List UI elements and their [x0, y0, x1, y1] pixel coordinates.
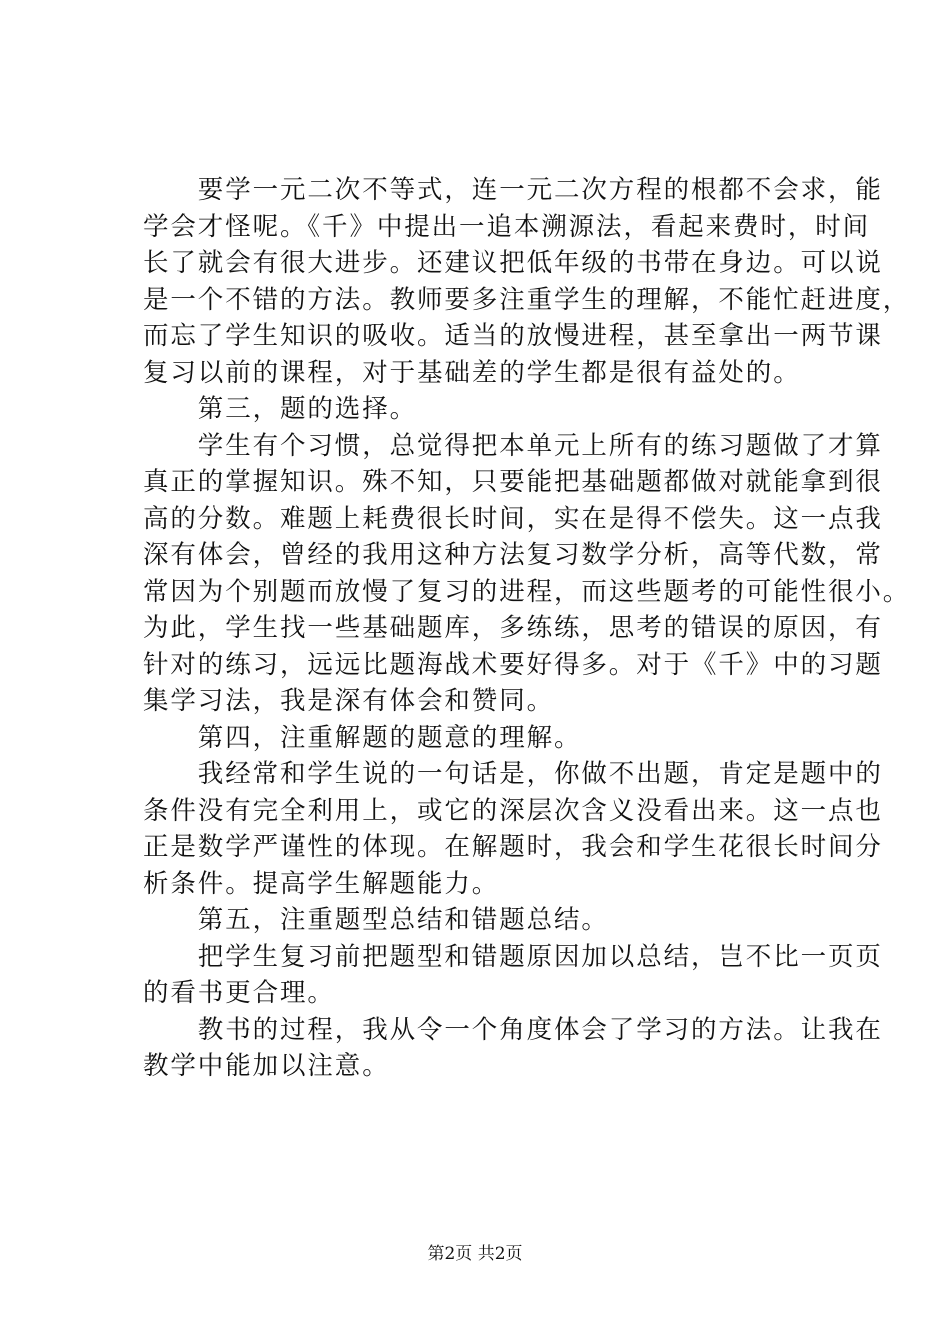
text-line: 条件没有完全利用上，或它的深层次含义没看出来。这一点也: [143, 795, 883, 826]
text-line: 而忘了学生知识的吸收。适当的放慢进程，甚至拿出一两节课: [143, 321, 883, 351]
section-heading: 第五，注重题型总结和错题总结。: [143, 905, 609, 935]
text-line: 教书的过程，我从令一个角度体会了学习的方法。让我在: [143, 1014, 883, 1045]
section-heading: 第三，题的选择。: [143, 394, 418, 424]
text-line: 高的分数。难题上耗费很长时间，实在是得不偿失。这一点我: [143, 503, 883, 534]
text-line: 要学一元二次不等式，连一元二次方程的根都不会求，能: [143, 175, 883, 205]
text-line: 真正的掌握知识。殊不知，只要能把基础题都做对就能拿到很: [143, 467, 883, 497]
text-line: 为此，学生找一些基础题库，多练练，思考的错误的原因，有: [143, 613, 883, 643]
text-line: 长了就会有很大进步。还建议把低年级的书带在身边。可以说: [143, 248, 883, 278]
text-line: 正是数学严谨性的体现。在解题时，我会和学生花很长时间分: [143, 832, 883, 862]
text-line: 深有体会，曾经的我用这种方法复习数学分析，高等代数，常: [143, 540, 883, 570]
text-line: 我经常和学生说的一句话是，你做不出题，肯定是题中的: [143, 759, 883, 789]
page-footer: [0, 1242, 950, 1266]
text-line: 把学生复习前把题型和错题原因加以总结，岂不比一页页: [143, 941, 883, 972]
text-line: 学生有个习惯，总觉得把本单元上所有的练习题做了才算: [143, 430, 883, 461]
text-line: 常因为个别题而放慢了复习的进程，而这些题考的可能性很小。: [143, 576, 911, 607]
text-line: 集学习法，我是深有体会和赞同。: [143, 686, 555, 716]
text-line: 析条件。提高学生解题能力。: [143, 868, 500, 899]
text-line: 教学中能加以注意。: [143, 1051, 390, 1081]
text-line: 是一个不错的方法。教师要多注重学生的理解，不能忙赶进度，: [143, 284, 911, 315]
text-line: 的看书更合理。: [143, 978, 335, 1008]
section-heading: 第四，注重解题的题意的理解。: [143, 722, 582, 753]
document-body: [143, 172, 911, 1085]
text-line: 复习以前的课程，对于基础差的学生都是很有益处的。: [143, 357, 801, 388]
text-line: 针对的练习，远远比题海战术要好得多。对于《千》中的习题: [143, 649, 883, 680]
page-number-label: 第2页 共2页: [427, 1244, 523, 1264]
text-line: 学会才怪呢。《千》中提出一追本溯源法，看起来费时，时间: [143, 211, 871, 242]
